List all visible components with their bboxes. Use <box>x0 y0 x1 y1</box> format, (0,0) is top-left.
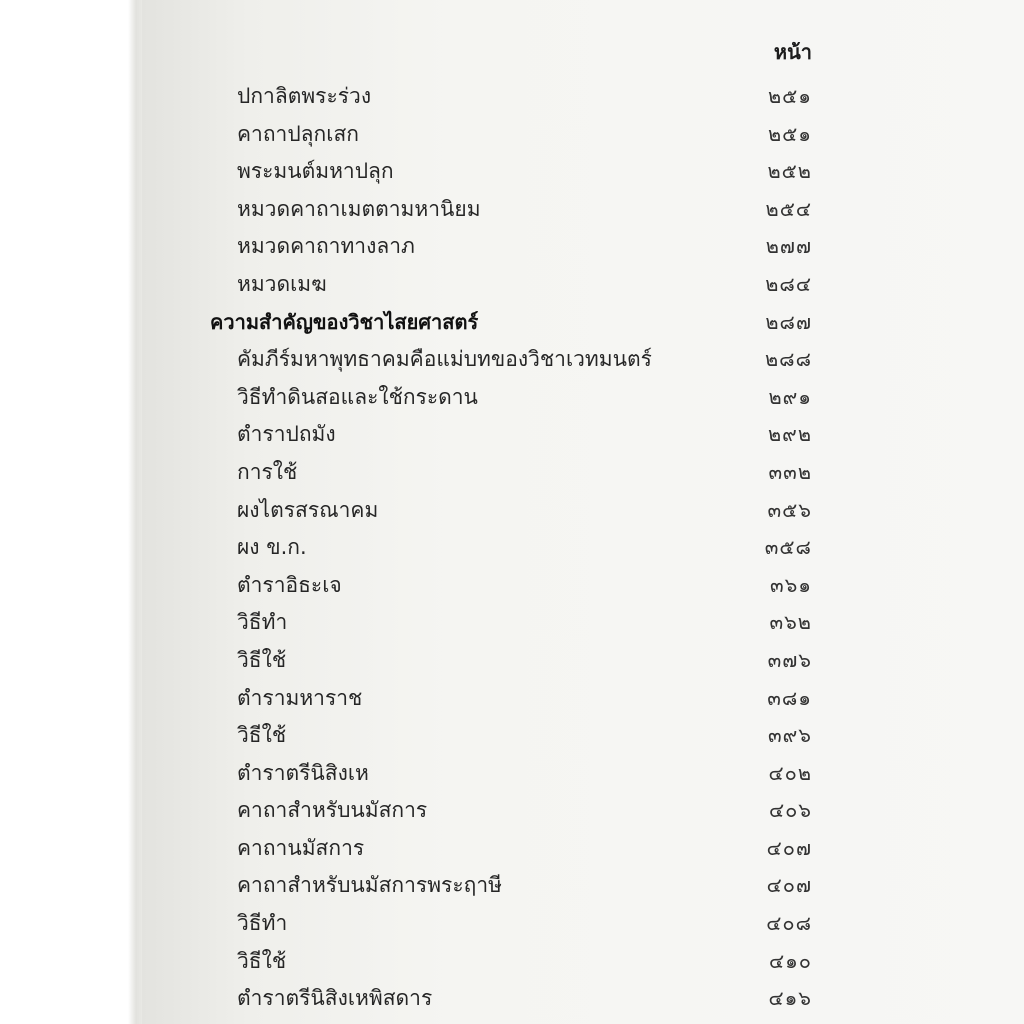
toc-entry-row <box>142 490 1024 528</box>
toc-page-number: ๓๓๒ <box>768 459 812 484</box>
toc-entry-title: การใช้ <box>237 459 298 484</box>
toc-entry-title: คาถาสำหรับนมัสการพระฤาษี <box>237 873 502 898</box>
toc-entry-title: วิธีใช้ <box>237 948 287 973</box>
toc-entry-title: คาถาปลุกเสก <box>237 121 359 146</box>
toc-entry-title: ตำราตรีนิสิงเห <box>237 760 369 785</box>
toc-page-number: ๓๙๖ <box>767 723 812 748</box>
toc-page <box>142 0 1024 1024</box>
toc-page-number: ๔๐๘ <box>766 911 812 936</box>
toc-entry-title: ตำราตรีนิสิงเหพิสดาร <box>237 986 433 1011</box>
toc-page-number: ๒๕๑ <box>767 84 812 108</box>
facing-page-margin <box>0 0 142 1024</box>
toc-entry-title: ปกาลิตพระร่วง <box>237 84 372 108</box>
toc-page-number: ๔๑๐ <box>768 948 812 973</box>
toc-page-number: ๔๐๖ <box>768 798 812 823</box>
toc-entry-row <box>142 903 1024 941</box>
toc-page-number: ๒๙๑ <box>768 384 812 409</box>
toc-entry-title: หมวดคาถาเมตตามหานิยม <box>237 196 481 221</box>
toc-entry-row <box>142 602 1024 640</box>
toc-entry-title: คาถาสำหรับนมัสการ <box>237 798 428 823</box>
toc-entry-row <box>142 941 1024 979</box>
toc-entry-row <box>142 978 1024 1016</box>
toc-page-number: ๒๕๔ <box>765 196 812 221</box>
toc-entry-row <box>142 189 1024 227</box>
toc-page-number: ๓๖๑ <box>769 572 812 597</box>
toc-entry-row <box>142 640 1024 678</box>
toc-entry-row <box>142 527 1024 565</box>
toc-page-number: ๒๘๔ <box>765 271 812 296</box>
toc-entry-title: คาถานมัสการ <box>237 835 365 860</box>
toc-entry-title: หมวดคาถาทางลาภ <box>237 234 415 259</box>
toc-page-number: ๒๘๗ <box>765 309 812 334</box>
toc-entry-title: พระมนต์มหาปลุก <box>237 159 394 184</box>
toc-page-number: ๔๐๒ <box>768 760 812 785</box>
toc-entry-title: วิธีทำดินสอและใช้กระดาน <box>237 384 478 409</box>
toc-page-number: ๔๑๖ <box>768 986 812 1011</box>
toc-page-number: ๒๘๘ <box>764 347 812 372</box>
toc-entry-row <box>142 414 1024 452</box>
toc-page-number: ๓๘๑ <box>767 685 812 710</box>
toc-entry-title: คัมภีร์มหาพุทธาคมคือแม่บทของวิชาเวทมนตร์ <box>237 347 652 372</box>
toc-entry-title: ผง ข.ก. <box>237 535 307 560</box>
toc-entry-row <box>142 151 1024 189</box>
toc-entry-row <box>142 264 1024 302</box>
toc-entry-row <box>142 226 1024 264</box>
toc-entry-row <box>142 678 1024 716</box>
toc-page-number: ๒๕๑ <box>767 121 812 146</box>
toc-entry-row <box>142 76 1024 114</box>
toc-entry-row <box>142 828 1024 866</box>
toc-section-title: ความสำคัญของวิชาไสยศาสตร์ <box>210 309 479 334</box>
toc-entry-title: ตำราปถมัง <box>237 422 336 447</box>
toc-page-number: ๔๐๗ <box>766 835 812 860</box>
toc-entry-title: วิธีใช้ <box>237 647 287 672</box>
toc-entry-row <box>142 114 1024 152</box>
toc-page-number: ๓๕๘ <box>764 535 812 560</box>
toc-page-number: ๔๐๗ <box>766 873 812 898</box>
toc-entry-title: วิธีทำ <box>237 610 288 635</box>
toc-page-number: ๓๖๒ <box>769 610 812 635</box>
toc-page-number: ๓๗๖ <box>767 647 812 672</box>
toc-page-number: ๓๕๖ <box>767 497 812 522</box>
toc-entry-title: หมวดเมฆ <box>237 271 327 296</box>
toc-entry-row <box>142 339 1024 377</box>
toc-entry-title: ผงไตรสรณาคม <box>237 497 379 522</box>
toc-entry-row <box>142 790 1024 828</box>
toc-entry-title: วิธีใช้ <box>237 723 287 748</box>
toc-entry-title: ตำราอิธะเจ <box>237 572 342 597</box>
toc-entry-row <box>142 715 1024 753</box>
toc-entry-title: วิธีทำ <box>237 911 288 936</box>
toc-entry-row <box>142 865 1024 903</box>
table-of-contents <box>142 76 1024 1016</box>
toc-entry-row <box>142 565 1024 603</box>
toc-entry-row <box>142 753 1024 791</box>
toc-section-row <box>142 302 1024 340</box>
toc-page-number: ๒๕๒ <box>767 159 812 184</box>
toc-page-number: ๒๗๗ <box>765 234 812 259</box>
toc-entry-title: ตำรามหาราช <box>237 685 363 710</box>
page-column-header: หน้า <box>773 40 812 64</box>
toc-entry-row <box>142 452 1024 490</box>
toc-page-number: ๒๙๒ <box>767 422 812 447</box>
toc-entry-row <box>142 377 1024 415</box>
